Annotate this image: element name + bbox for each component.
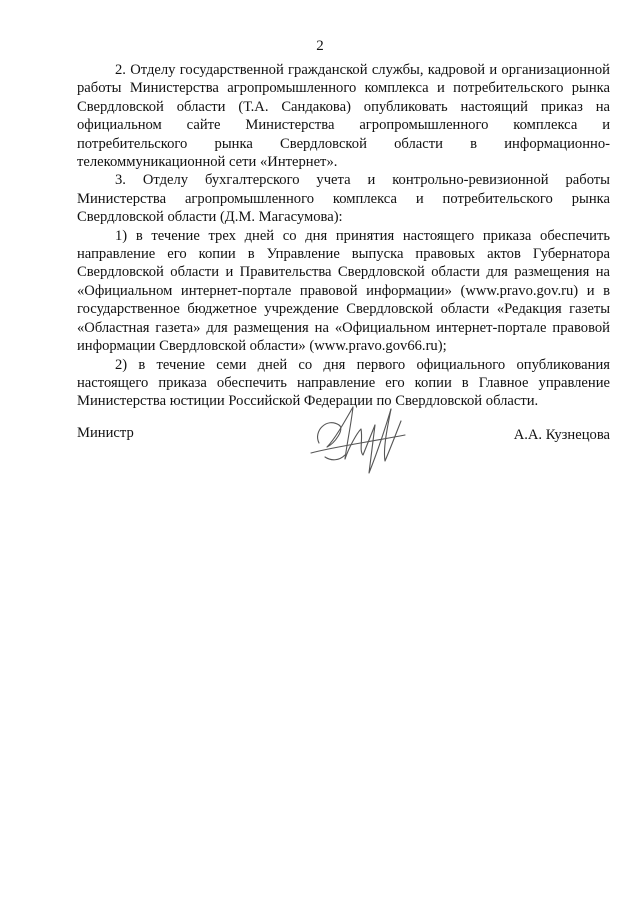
page-number: 2: [316, 38, 324, 54]
paragraph-item-2: 2. Отделу государственной гражданской службы, кадровой и организационной работы Министерства агропромышленного комплекса и потребительского рынка Свердловской области (Т.А. Сандакова) опубликовать настоящий приказ на официальном сайте Министерства агропромышленного комплекса и потребительского рынка Свердловской области в информационно-телекоммуникационной сети «Интернет».: [77, 62, 610, 171]
signature-block: [77, 421, 610, 481]
subparagraph-1: 1) в течение трех дней со дня принятия настоящего приказа обеспечить направление его копии в Управление выпуска правовых актов Губернатора Свердловской области и Правительства Свердловской области для размещения на «Официальном интернет-портале правовой информации» (www.pravo.gov.ru) и в государственное бюджетное учреждение Свердловской области «Редакция газеты «Областная газета» для размещения на «Официальном интернет-портале правовой информации Свердловской области» (www.pravo.gov66.ru);: [77, 227, 610, 355]
document-body: [77, 61, 610, 411]
paragraph-item-3: 3. Отделу бухгалтерского учета и контрольно-ревизионной работы Министерства агропромышленного комплекса и потребительского рынка Свердловской области (Д.М. Магасумова):: [77, 172, 610, 226]
signatory-name: А.А. Кузнецова: [513, 427, 610, 443]
handwritten-signature: [305, 395, 415, 483]
subparagraph-2: 2) в течение семи дней со дня первого официального опубликования настоящего приказа обеспечить направление его копии в Главное управление Министерства юстиции Российской Федерации по Свердловской области.: [77, 356, 610, 410]
signatory-title: Министр: [77, 425, 134, 441]
